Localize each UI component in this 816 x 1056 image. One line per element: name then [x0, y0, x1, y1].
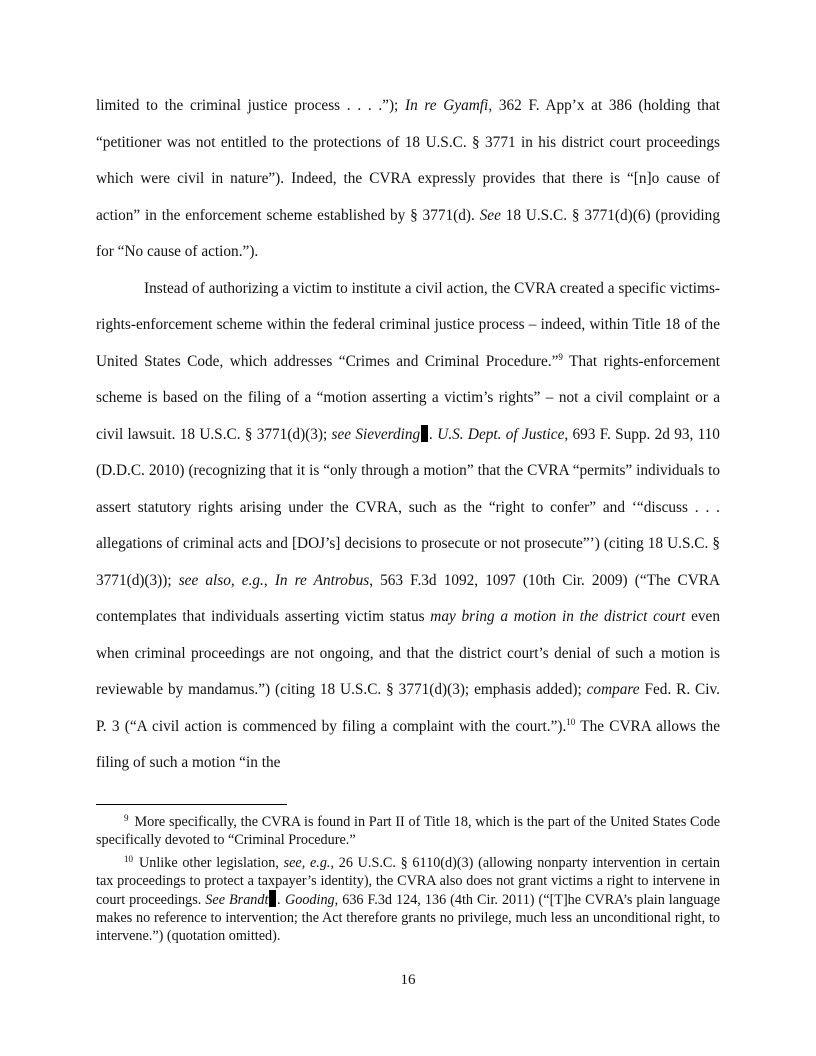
signal-word: See — [479, 206, 501, 224]
footnote-reference-10: 10 — [566, 716, 576, 727]
text-span: Instead of authorizing a victim to institute a civil action, the CVRA created a specific victims-rights-enforcement scheme within the federal criminal justice process – indeed, within Title 18 of the United States Code, which addresses “Crimes and Criminal Procedure.” — [96, 279, 720, 370]
body-text — [96, 88, 720, 782]
footnote-separator — [96, 804, 287, 805]
signal-word: see, e.g. — [283, 855, 331, 872]
text-span: 18 U.S.C. § 3771(d)(6) (providing for “No cause of action.”). — [96, 206, 720, 260]
page-number: 16 — [400, 972, 416, 988]
case-citation: See Brandt — [205, 892, 269, 909]
text-span: , — [263, 571, 275, 589]
paragraph-1 — [96, 88, 720, 271]
signal-word: see also, e.g. — [178, 571, 264, 589]
footnote-reference-9: 9 — [558, 351, 563, 362]
footnote-number: 10 — [124, 854, 133, 865]
signal-word: compare — [586, 681, 640, 698]
text-span: limited to the criminal justice process . . . .”); — [96, 97, 405, 114]
footnote-text: , 26 U.S.C. § 6110(d)(3) (allowing nonparty intervention in certain tax proceedings to protect a taxpayer’s identity), the CVRA also does not grant victims a right to intervene in court proceedings. — [96, 855, 720, 909]
case-citation: In re Gyamfi — [404, 97, 489, 114]
footnote-9 — [96, 814, 720, 849]
text-span: , 362 F. App’x at 386 (holding that “petitioner was not entitled to the protections of 18 U.S.C. § 3771 in his district court proceedings which were civil in nature”). Indeed, the CVRA expressly provides that there is “[n]o cause of action” in the enforcement scheme established by § 3771(d). — [96, 97, 720, 224]
emphasis-text: may bring a motion in the district court — [430, 608, 686, 625]
footnote-number: 9 — [124, 813, 129, 823]
redaction-mark — [421, 425, 428, 442]
case-citation: . Gooding — [277, 892, 335, 909]
text-span: The CVRA allows the filing of such a motion “in the — [96, 717, 720, 771]
text-span: even when criminal proceedings are not ongoing, and that the district court’s denial of such a motion is reviewable by mandamus.”) (citing 18 U.S.C. § 3771(d)(3); emphasis added); — [96, 608, 720, 698]
redaction-mark — [269, 890, 276, 907]
text-span: , 693 F. Supp. 2d 93, 110 (D.D.C. 2010) (recognizing that it is “only through a motion” that the CVRA “permits” individuals to assert statutory rights arising under the CVRA, such as the “right to confer” and ‘“discuss . . . allegations of criminal acts and [DOJ’s] decisions to prosecute or not prosecute”’) (citing 18 U.S.C. § 3771(d)(3)); — [96, 425, 720, 589]
footnote-10 — [96, 855, 720, 945]
footnotes — [96, 814, 720, 951]
footnote-text: Unlike other legislation, — [139, 855, 284, 872]
paragraph-2 — [96, 271, 720, 782]
text-span: That rights-enforcement scheme is based on the filing of a “motion asserting a victim’s rights” – not a civil complaint or a civil lawsuit. 18 U.S.C. § 3771(d)(3); — [96, 352, 721, 443]
text-span: Fed. R. Civ. P. 3 (“A civil action is commenced by filing a complaint with the court.”). — [96, 681, 720, 735]
footnote-text: , 636 F.3d 124, 136 (4th Cir. 2011) (“[T]he CVRA’s plain language makes no reference to intervention; the Act therefore grants no privilege, much less an unconditional right, to intervene.”) (quotation omitted). — [96, 892, 721, 944]
case-citation: . U.S. Dept. of Justice — [429, 425, 565, 443]
text-span: , 563 F.3d 1092, 1097 (10th Cir. 2009) (“The CVRA contemplates that individuals asserting victim status — [96, 571, 720, 625]
case-citation: In re Antrobus — [274, 571, 370, 589]
footnote-text: More specifically, the CVRA is found in Part II of Title 18, which is the part of the United States Code specifically devoted to “Criminal Procedure.” — [96, 814, 720, 848]
case-citation: see Sieverding — [331, 425, 421, 443]
